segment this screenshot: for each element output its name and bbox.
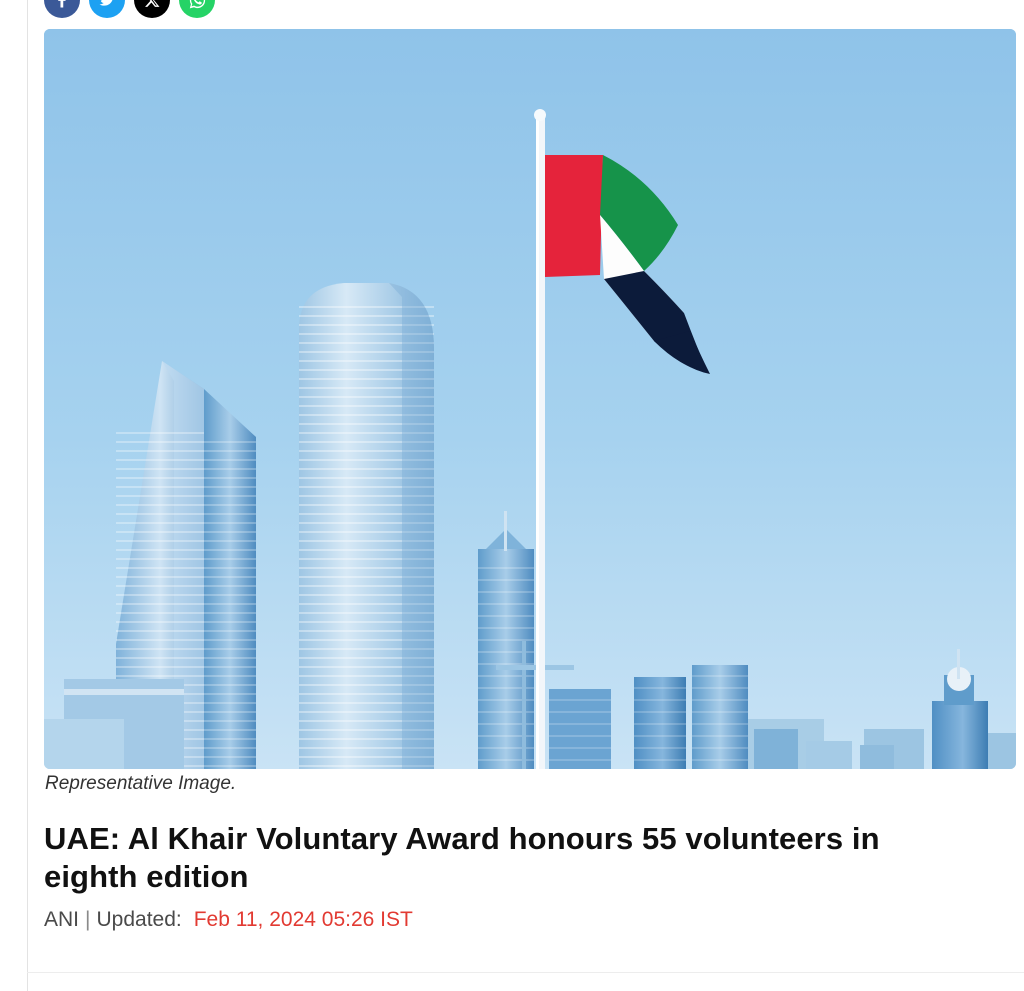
byline-separator: | xyxy=(85,908,91,931)
twitter-bird-icon xyxy=(97,0,117,10)
column-divider xyxy=(27,0,28,991)
facebook-icon xyxy=(52,0,72,10)
image-caption: Representative Image. xyxy=(45,773,237,794)
whatsapp-icon xyxy=(187,0,208,11)
social-share-bar xyxy=(44,0,215,18)
facebook-share-button[interactable] xyxy=(44,0,80,18)
byline-agency: ANI xyxy=(44,908,80,931)
twitter-share-button[interactable] xyxy=(89,0,125,18)
byline-updated-label: Updated: xyxy=(96,908,182,931)
byline-date: Feb 11, 2024 05:26 IST xyxy=(193,908,413,931)
article-hero-image xyxy=(44,29,1016,769)
page-title: UAE: Al Khair Voluntary Award honours 55 volunteers in eighth edition xyxy=(44,821,880,894)
x-share-button[interactable] xyxy=(134,0,170,18)
x-icon xyxy=(144,0,161,9)
byline xyxy=(44,908,413,932)
skyline-illustration xyxy=(44,29,1016,769)
section-divider xyxy=(27,972,1024,973)
whatsapp-share-button[interactable] xyxy=(179,0,215,18)
